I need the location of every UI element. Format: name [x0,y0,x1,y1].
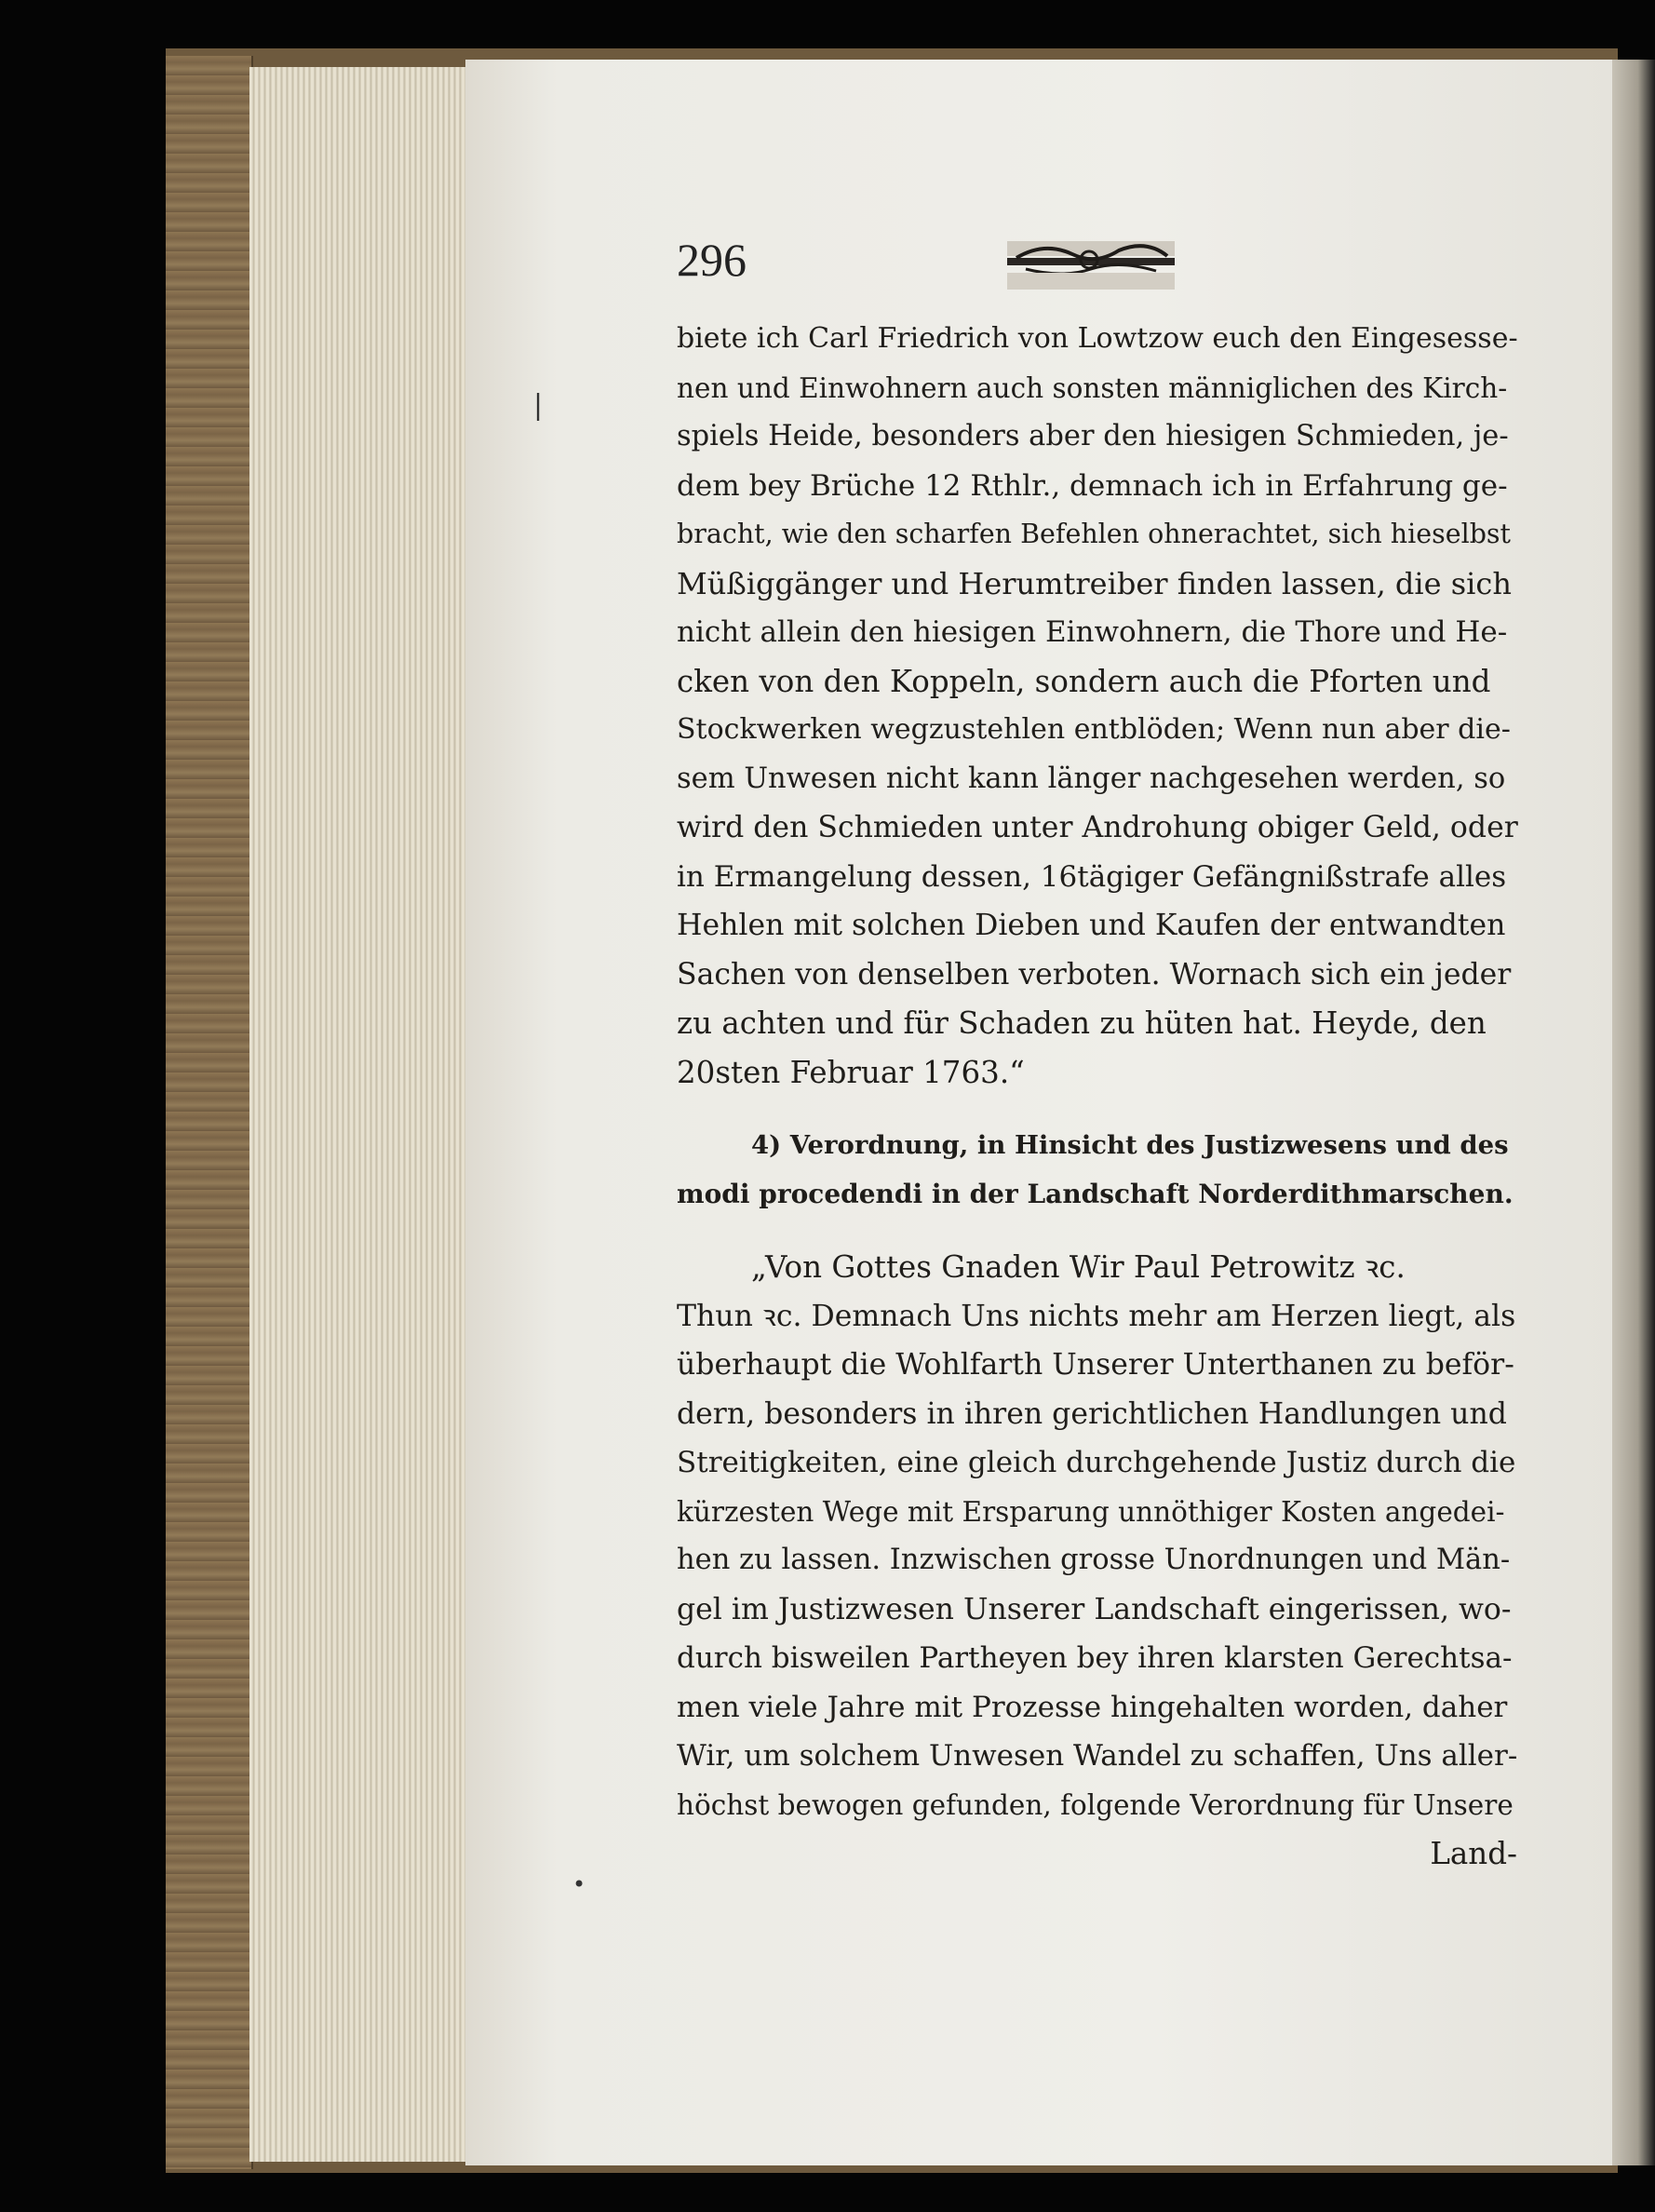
margin-dot: • [572,1871,586,1897]
paragraph-2 [677,1243,1517,1879]
text-line: wird den Schmieden unter Androhung obiger Geld, oder [677,811,1518,844]
text-line: men viele Jahre mit Prozesse hingehalten worden, daher [677,1690,1508,1724]
text-line: kürzesten Wege mit Ersparung unnöthiger Kosten angedei- [677,1495,1505,1528]
text-line: höchst bewogen gefunden, folgende Verordnung für Unsere [677,1788,1514,1821]
text-line: spiels Heide, besonders aber den hiesigen Schmieden, je- [677,420,1509,452]
book-cover-edge [166,56,253,2169]
text-line: nicht allein den hiesigen Einwohnern, die Thore und He- [677,615,1508,649]
text-line: in Ermangelung dessen, 16tägiger Gefängnißstrafe alles [677,859,1507,894]
page-number: 296 [677,234,747,286]
text-line: Wir, um solchem Unwesen Wandel zu schaffen, Uns aller- [677,1739,1518,1773]
text-line: hen zu lassen. Inzwischen grosse Unordnungen und Män- [677,1544,1511,1576]
text-line: Hehlen mit solchen Dieben und Kaufen der entwandten [677,909,1506,942]
page-stack-edges [249,67,466,2162]
text-line: zu achten und für Schaden zu hüten hat. Heyde, den [677,1005,1487,1041]
margin-stroke: | [533,389,544,422]
text-line: dem bey Brüche 12 Rthlr., demnach ich in Erfahrung ge- [677,468,1508,503]
text-line: cken von den Koppeln, sondern auch die Pforten und [677,663,1491,699]
text-line: Thun ꝛc. Demnach Uns nichts mehr am Herzen liegt, als [677,1299,1516,1333]
text-line: durch bisweilen Partheyen bey ihren klarsten Gerechtsa- [677,1641,1513,1675]
text-line: Müßiggänger und Herumtreiber finden lassen, die sich [677,565,1512,601]
heading-line: modi procedendi in der Landschaft Norderdithmarschen. [677,1178,1514,1209]
text-line: dern, besonders in ihren gerichtlichen Handlungen und [677,1396,1507,1431]
paragraph-1 [677,315,1517,1097]
page-gutter-shadow [1612,60,1655,2165]
page-body [677,315,1517,1879]
text-line: Stockwerken wegzustehlen entblöden; Wenn nun aber die- [677,713,1511,746]
text-line: „Von Gottes Gnaden Wir Paul Petrowitz ꝛc. [751,1249,1406,1285]
text-line: biete ich Carl Friedrich von Lowtzow euch den Eingesesse- [677,322,1518,355]
section-heading [677,1121,1517,1219]
text-line: Streitigkeiten, eine gleich durchgehende Justiz durch die [677,1446,1516,1479]
text-line: Sachen von denselben verboten. Wornach sich ein jeder [677,957,1512,991]
catchword: Land- [1430,1836,1517,1871]
text-line: 20sten Februar 1763.“ [677,1054,1025,1090]
decorative-rule-icon [1007,237,1175,295]
heading-line: 4) Verordnung, in Hinsicht des Justizwesens und des [751,1130,1509,1160]
text-line: überhaupt die Wohlfarth Unserer Unterthanen zu beför- [677,1348,1514,1382]
text-line: nen und Einwohnern auch sonsten männiglichen des Kirch- [677,371,1508,404]
text-line: bracht, wie den scharfen Befehlen ohnerachtet, sich hieselbst [677,519,1512,549]
text-line: gel im Justizwesen Unserer Landschaft eingerissen, wo- [677,1592,1512,1626]
text-line: sem Unwesen nicht kann länger nachgesehen werden, so [677,762,1506,795]
